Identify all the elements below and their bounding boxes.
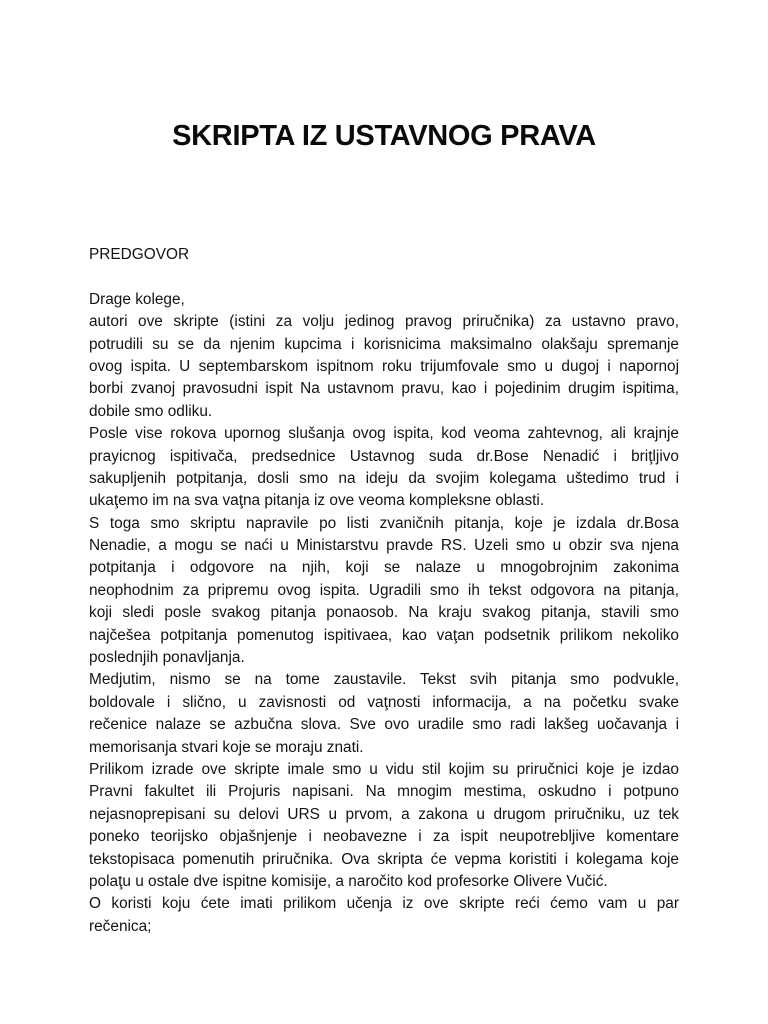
text-line: memorisanja stvari koje se moraju znati. [89,738,364,756]
text-line: autori ove skripte (istini za volju jedinog pravog priručnika) za ustavno pravo, [89,313,679,331]
section-heading: PREDGOVOR [89,246,190,263]
text-line: polaţu u ostale dve ispitne komisije, a naročito kod profesorke Olivere Vučić. [89,872,608,890]
text-line: O koristi koju ćete imati prilikom učenja iz ove skripte reći ćemo vam u par [89,895,679,913]
text-line: tekstopisaca pomenutih priručnika. Ova skripta će vepma koristiti i kolegama koje [89,850,679,868]
text-line: rečenica; [89,917,152,935]
text-line: koji sledi posle svakog pitanja ponaosob. Na kraju svakog pitanja, stavili smo [89,604,679,622]
text-line: rečenice nalaze se azbučna slova. Sve ovo uradile smo radi lakšeg uočavanja i [89,716,679,734]
text-line: neophodnim za pripremu ovog ispita. Ugradili smo ih tekst odgovora na pitanja, [89,581,679,599]
document-title: SKRIPTA IZ USTAVNOG PRAVA [172,120,596,152]
text-line: ovog ispita. U septembarskom ispitnom roku trijumfovale smo u dugoj i napornoj [89,357,679,375]
text-line: sakupljenih potpitanja, dosli smo na ideju da svojim kolegama uštedimo trud i [89,469,679,487]
paragraph-lines [89,289,679,938]
text-line: S toga smo skriptu napravile po listi zvaničnih pitanja, koje je izdala dr.Bosa [89,514,679,532]
text-line: potpitanja i odgovore na njih, koji se nalaze u mnogobrojnim zakonima [89,559,679,577]
text-line: dobile smo odliku. [89,402,213,420]
text-line: Posle vise rokova upornog slušanja ovog ispita, kod veoma zahtevnog, ali krajnje [89,425,679,443]
text-line: Prilikom izrade ove skripte imale smo u vidu stil kojim su priručnici koje je izdao [89,760,679,778]
text-line: Pravni fakultet ili Projuris napisani. Na mnogim mestima, oskudno i potpuno [89,783,679,801]
document-body [89,244,679,938]
text-line: Nenadie, a mogu se naći u Ministarstvu pravde RS. Uzeli smo u obzir sva njena [89,537,679,555]
text-line: potrudili su se da njenim kupcima i korisnicima maksimalno olakšaju spremanje [89,335,679,353]
text-line: borbi zvanoj pravosudni ispit Na ustavnom pravu, kao i pojedinim drugim ispitima, [89,380,679,398]
text-line: najčešea potpitanja pomenutog ispitivaea, kao vaţan podsetnik prilikom nekoliko [89,626,679,644]
text-line: ukaţemo im na sva vaţna pitanja iz ove veoma kompleksne oblasti. [89,492,545,510]
text-line: Drage kolege, [89,290,185,308]
text-line: prayicnog ispitivača, predsednice Ustavnog suda dr.Bose Nenadić i briţljivo [89,447,679,465]
text-line: boldovale i slično, u zavisnosti od vaţnosti informacija, a na početku svake [89,693,679,711]
text-line: nejasnoprepisani su delovi URS u prvom, a zakona u drugom priručniku, uz tek [89,805,679,823]
text-line: poslednjih ponavljanja. [89,649,245,667]
text-line: Medjutim, nismo se na tome zaustavile. Tekst svih pitanja smo podvukle, [89,671,679,689]
text-line: poneko teorijsko objašnjenje i neobavezne i za ispit neupotrebljive komentare [89,828,679,846]
